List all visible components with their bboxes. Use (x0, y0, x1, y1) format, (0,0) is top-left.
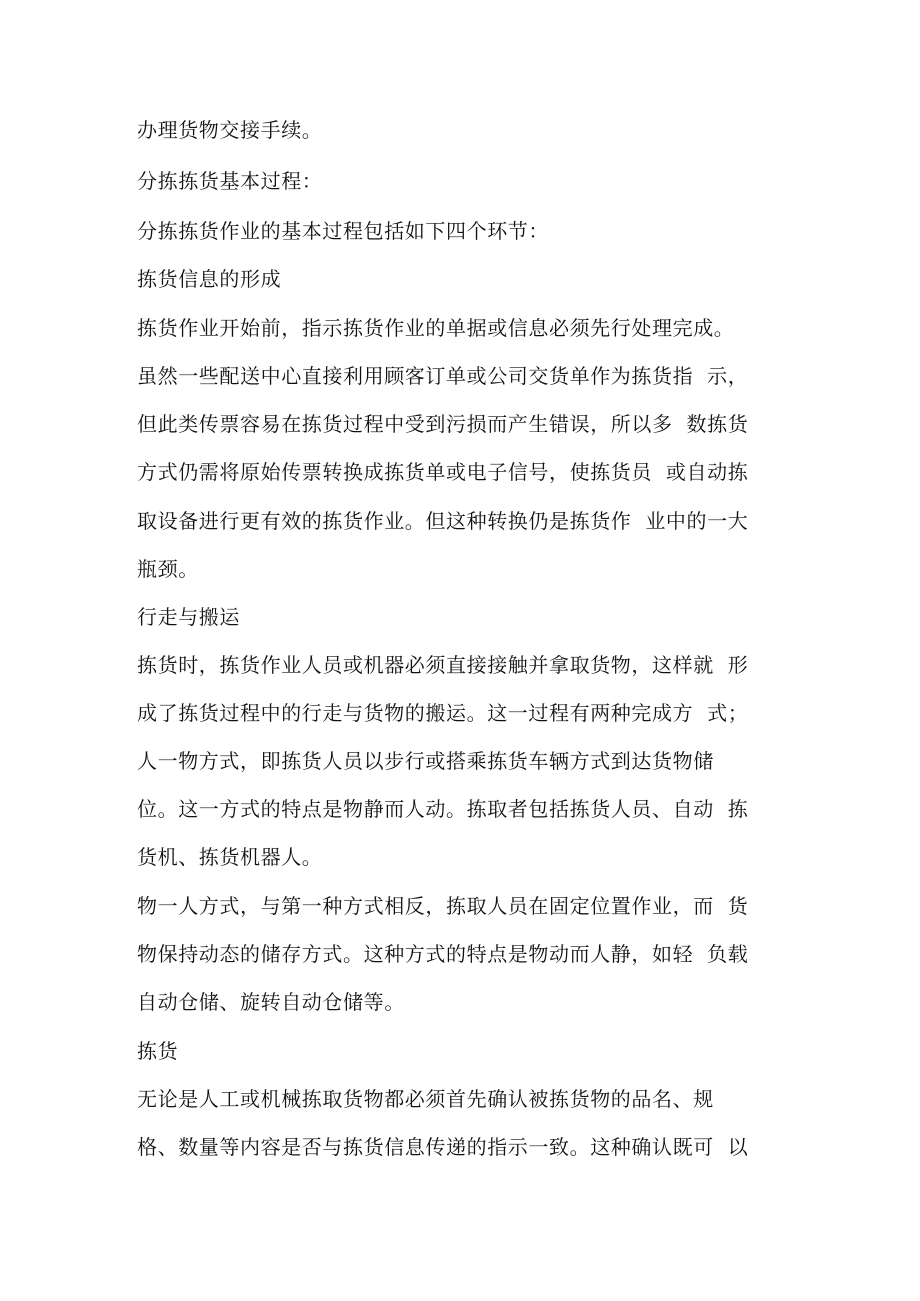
section-heading: 拣货 (137, 1039, 179, 1063)
text-line: 分拣拣货作业的基本过程包括如下四个环节： (137, 219, 549, 243)
text-line: 货机、拣货机器人。 (137, 845, 323, 869)
text-line: 人一物方式，即拣货人员以步行或搭乘拣货车辆方式到达货物储 (137, 749, 714, 773)
section-heading: 分拣拣货基本过程： (137, 169, 323, 193)
text-line: 瓶颈。 (137, 557, 199, 581)
section-heading: 行走与搬运 (137, 605, 240, 629)
text-line: 方式仍需将原始传票转换成拣货单或电子信号，使拣货员 或自动拣 (137, 460, 749, 484)
text-line: 成了拣货过程中的行走与货物的搬运。这一过程有两种完成方 式； (137, 701, 749, 725)
text-line: 无论是人工或机械拣取货物都必须首先确认被拣货物的品名、规 (137, 1087, 714, 1111)
text-line: 取设备进行更有效的拣货作业。但这种转换仍是拣货作 业中的一大 (137, 509, 749, 533)
text-line: 拣货时，拣货作业人员或机器必须直接接触并拿取货物，这样就 形 (137, 653, 749, 677)
text-line: 物一人方式，与第一种方式相反，拣取人员在固定位置作业，而 货 (137, 894, 749, 918)
section-heading: 拣货信息的形成 (137, 267, 282, 291)
text-line: 虽然一些配送中心直接利用顾客订单或公司交货单作为拣货指 示， (137, 364, 749, 388)
text-line: 但此类传票容易在拣货过程中受到污损而产生错误，所以多 数拣货 (137, 412, 749, 436)
text-line: 位。这一方式的特点是物静而人动。拣取者包括拣货人员、自动 拣 (137, 797, 749, 821)
text-line: 物保持动态的储存方式。这种方式的特点是物动而人静，如轻 负载 (137, 942, 749, 966)
text-line: 自动仓储、旋转自动仓储等。 (137, 990, 405, 1014)
text-line: 拣货作业开始前，指示拣货作业的单据或信息必须先行处理完成。 (137, 316, 735, 340)
text-line: 格、数量等内容是否与拣货信息传递的指示一致。这种确认既可 以 (137, 1135, 749, 1159)
text-line: 办理货物交接手续。 (137, 118, 323, 142)
